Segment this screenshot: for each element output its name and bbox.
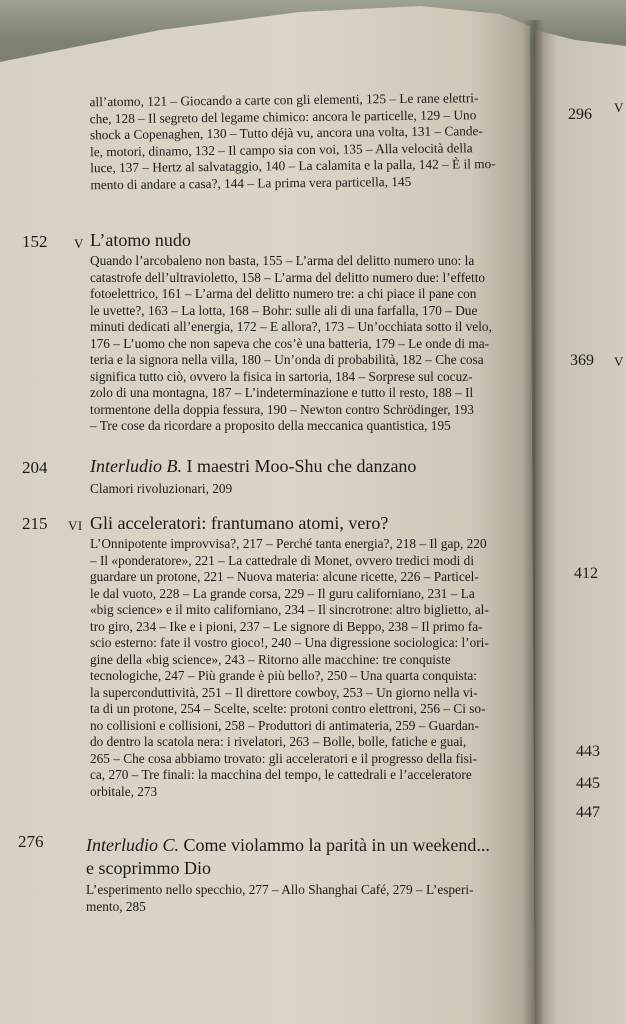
text-line: do dentro la scatola nera: i rivelatori, 263 – Bolle, bolle, fatiche e guai, <box>90 734 467 749</box>
interludio-b-label: Interludio B. <box>90 456 182 476</box>
right-page-numeral: V <box>614 100 624 115</box>
text-line: mento, 285 <box>86 898 146 914</box>
text-line: ta di un protone, 254 – Scelte, scelte: protoni contro elettroni, 256 – Ci so- <box>90 701 486 716</box>
text-line: significa tutto ciò, ovvero la fisica in sartoria, 184 – Sorprese sul cocuz- <box>90 368 473 384</box>
right-page <box>535 0 626 1024</box>
chapter-vi-contents <box>90 536 522 800</box>
text-line: no collisioni e collisioni, 258 – Produttori di antimateria, 259 – Guardan- <box>90 717 479 733</box>
text-line: che, 128 – Il segreto del legame chimico: ancora le particelle, 129 – Uno <box>89 106 477 126</box>
text-line: zolo di una montagna, 187 – L’indeterminazione e tutto il resto, 188 – Il <box>90 385 474 400</box>
text-line: «big science» e il mito californiano, 234 – Il sincrotrone: altro biglietto, al- <box>90 602 489 617</box>
chapter-v-numeral: V <box>74 236 84 251</box>
right-page-number: 447 <box>576 804 600 821</box>
chapter-v-page-number: 152 <box>22 232 48 251</box>
text-line: L’Onnipotente improvvisa?, 217 – Perché tanta energia?, 218 – Il gap, 220 <box>90 536 487 551</box>
text-line: – Il «ponderatore», 221 – La cattedrale di Monet, ovvero tredici modi di <box>90 552 475 568</box>
text-line: tecnologiche, 247 – Più grande è più bello?, 250 – Una quarta conquista: <box>90 668 477 683</box>
chapter-v-title: L’atomo nudo <box>90 230 191 250</box>
text-line: fotoelettrico, 161 – L’arma del delitto numero tre: a chi piace il pane con <box>90 286 477 301</box>
interludio-c-page-number: 276 <box>18 832 44 851</box>
text-line: le, motori, dinamo, 132 – Il campo sia con voi, 135 – Alla velocità della <box>90 139 473 159</box>
interludio-b-page-number: 204 <box>22 458 48 477</box>
text-line: all’atomo, 121 – Giocando a carte con gli elementi, 125 – Le rane elettri- <box>89 90 479 110</box>
text-line: orbitale, 273 <box>90 783 158 799</box>
text-line: – Tre cose da ricordare a proposito della meccanica quantistica, 195 <box>90 418 451 433</box>
chapter-vi-title: Gli acceleratori: frantumano atomi, vero? <box>90 513 389 533</box>
text-line: Quando l’arcobaleno non basta, 155 – L’arma del delitto numero uno: la <box>90 253 475 268</box>
right-page-number: 296 <box>568 106 592 123</box>
text-line: teria e la signora nella villa, 180 – Un’onda di probabilità, 182 – Che cosa <box>90 352 484 367</box>
text-line: L’esperimento nello specchio, 277 – Allo Shanghai Café, 279 – L’esperi- <box>86 882 474 897</box>
interludio-c-title-text: Come violammo la parità in un weekend... <box>179 835 490 855</box>
text-line: le dal vuoto, 228 – La grande corsa, 229 – Il guru californiano, 231 – La <box>90 585 475 601</box>
right-page-number: 445 <box>576 775 600 792</box>
text-line: catastrofe dell’ultravioletto, 158 – L’arma del delitto numero due: l’effetto <box>90 269 486 285</box>
text-line: gine della «big science», 243 – Ritorno alle macchine: tre conquiste <box>90 651 451 667</box>
text-line: guardare un protone, 221 – Nuova materia: alcune ricette, 226 – Particel- <box>90 569 479 584</box>
text-line: tro giro, 234 – Ike e i pioni, 237 – Le signore di Beppo, 238 – Il primo fa- <box>90 618 483 634</box>
right-page-numeral: V <box>614 354 624 369</box>
chapter-vi-page-number: 215 <box>22 514 48 533</box>
interludio-c-label: Interludio C. <box>86 835 179 855</box>
interludio-b-title-text: I maestri Moo-Shu che danzano <box>182 456 417 476</box>
text-line: luce, 137 – Hertz al salvataggio, 140 – La calamita e la palla, 142 – È il mo- <box>90 156 496 176</box>
interludio-c-contents <box>86 882 522 915</box>
text-line: tormentone della doppia fessura, 190 – Newton contro Schrödinger, 193 <box>90 401 474 417</box>
top-entry-text <box>89 90 522 194</box>
text-line: scio esterno: fate il vostro gioco!, 240 – Una digressione sociologica: l’ori- <box>90 635 489 650</box>
right-page-number: 443 <box>576 743 600 760</box>
text-line: shock a Copenaghen, 130 – Tutto déjà vu, ancora una volta, 131 – Cande- <box>89 123 483 143</box>
text-line: minuti dedicati all’energia, 172 – E allora?, 173 – Un’occhiata sotto il velo, <box>90 319 492 334</box>
interludio-b-title <box>90 456 416 477</box>
text-line: la superconduttività, 251 – Il direttore cowboy, 253 – Un giorno nella vi- <box>90 684 478 700</box>
right-page-number: 369 <box>570 352 594 369</box>
right-page-number: 412 <box>574 565 598 582</box>
text-line: mento di andare a casa?, 144 – La prima vera particella, 145 <box>90 173 412 192</box>
text-line: 176 – L’uomo che non sapeva che cos’è una batteria, 179 – Le onde di ma- <box>90 335 490 351</box>
text-line: le uvette?, 163 – La lotta, 168 – Bohr: sulle ali di una farfalla, 170 – Due <box>90 302 478 318</box>
interludio-b-contents <box>90 481 522 498</box>
book-gutter <box>522 20 544 1024</box>
interludio-c-title <box>86 835 490 856</box>
text-line: Clamori rivoluzionari, 209 <box>90 481 233 496</box>
text-line: ca, 270 – Tre finali: la macchina del tempo, le cattedrali e l’acceleratore <box>90 767 472 782</box>
chapter-v-contents <box>90 253 522 435</box>
chapter-vi-numeral: VI <box>68 518 83 533</box>
text-line: 265 – Che cosa abbiamo trovato: gli acceleratori e il progresso della fisi- <box>90 750 477 766</box>
interludio-c-title-second-line: e scoprimmo Dio <box>86 858 211 878</box>
